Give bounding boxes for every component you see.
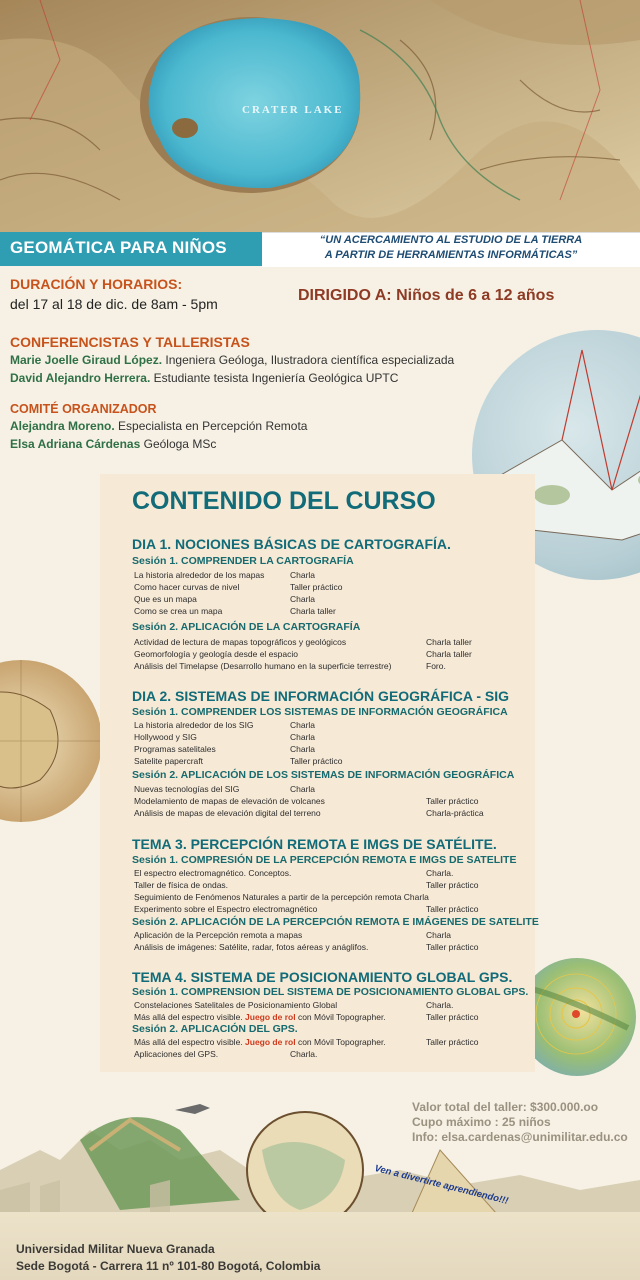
speaker-1 [10,353,454,367]
page-title: GEOMÁTICA PARA NIÑOS [10,238,227,257]
table-row [134,1037,479,1047]
row-type: Charla [426,930,452,940]
seismic-map-illustration [518,958,636,1076]
table-row [134,892,429,902]
day-2-session-2-title: Sesión 2. APLICACIÓN DE LOS SISTEMAS DE INFORMACIÓN GEOGRÁFICA [132,769,515,781]
row-topic: Seguimiento de Fenómenos Naturales a partir de la percepción remota Charla [134,892,429,902]
row-topic: El espectro electromagnético. Conceptos. [134,868,292,878]
university-address: Sede Bogotá - Carrera 11 nº 101-80 Bogotá, Colombia [16,1259,321,1273]
row-topic: Análisis de mapas de elevación digital del terreno [134,808,321,818]
row-type: Taller práctico [426,904,479,914]
table-row [134,904,479,914]
crater-lake-map [0,0,640,232]
row-type: Taller práctico [426,796,479,806]
row-topic: Como hacer curvas de nivel [134,582,240,592]
row-type: Charla [290,784,316,794]
map-title-label [242,104,344,116]
speaker-2 [10,371,398,385]
row-topic: Nuevas tecnologías del SIG [134,784,240,794]
table-row [134,637,472,647]
row-topic-c: con Móvil Topographer. [295,1037,386,1047]
speaker-1-desc: Ingeniera Geóloga, Ilustradora científica especializada [162,353,455,367]
table-row [134,942,479,952]
day-2-title: DIA 2. SISTEMAS DE INFORMACIÓN GEOGRÁFICA - SIG [132,688,509,704]
price-total: Valor total del taller: $300.000.oo [412,1100,599,1114]
table-row [134,649,472,659]
table-row [134,1049,318,1059]
row-topic-a: Más allá del espectro visible. [134,1037,246,1047]
topic-4-title: TEMA 4. SISTEMA DE POSICIONAMIENTO GLOBAL GPS. [132,969,513,985]
contact-email: Info: elsa.cardenas@unimilitar.edu.co [412,1130,628,1144]
row-type: Charla. [426,868,454,878]
row-topic: Que es un mapa [134,594,197,604]
committee-member-2-name: Elsa Adriana Cárdenas [10,437,141,451]
row-type: Charla-práctica [426,808,484,818]
row-topic-a: Más allá del espectro visible. [134,1012,246,1022]
day-1-session-1-title: Sesión 1. COMPRENDER LA CARTOGRAFÍA [132,555,354,567]
speaker-1-name: Marie Joelle Giraud López. [10,353,163,367]
table-row [134,930,452,940]
plane-icon [175,1104,210,1114]
table-row [134,1012,479,1022]
table-row [134,570,316,580]
row-topic: Análisis de imágenes: Satélite, radar, fotos aéreas y anáglifos. [134,942,369,952]
table-row [134,720,316,730]
row-topic: La historia alrededor de los SIG [134,720,254,730]
map-label: CRATER LAKE [242,104,344,116]
max-capacity: Cupo máximo : 25 niños [412,1115,551,1129]
committee-member-1 [10,419,307,433]
row-topic-highlight: Juego de rol [245,1012,296,1022]
row-type: Taller práctico [426,942,479,952]
old-map-drawing [0,660,102,822]
table-row [134,661,446,671]
university-name: Universidad Militar Nueva Granada [16,1242,215,1256]
row-topic-highlight: Juego de rol [245,1037,296,1047]
row-type: Taller práctico [426,1037,479,1047]
table-row [134,756,343,766]
row-topic: Taller de física de ondas. [134,880,229,890]
day-2-session-1-title: Sesión 1. COMPRENDER LOS SISTEMAS DE INFORMACIÓN GEOGRÁFICA [132,706,508,718]
committee-member-1-desc: Especialista en Percepción Remota [114,419,308,433]
row-type: Charla. [290,1049,318,1059]
row-topic: Programas satelitales [134,744,216,754]
row-type: Taller práctico [290,756,343,766]
row-type: Charla taller [426,649,472,659]
row-type: Charla [290,744,316,754]
row-type: Charla taller [426,637,472,647]
row-topic: Geomorfología y geología desde el espacio [134,649,298,659]
topic-3-session-2-title: Sesión 2. APLICACIÓN DE LA PERCEPCIÓN REMOTA E IMÁGENES DE SATELITE [132,916,539,928]
map-illustration [0,0,640,232]
row-topic: Análisis del Timelapse (Desarrollo humano en la superficie terrestre) [134,661,392,671]
committee-member-2-desc: Geóloga MSc [140,437,217,451]
committee-member-1-name: Alejandra Moreno. [10,419,115,433]
course-content-title: CONTENIDO DEL CURSO [132,487,436,515]
table-row [134,784,316,794]
row-topic: Hollywood y SIG [134,732,197,742]
row-type: Charla [290,594,316,604]
table-row [134,606,336,616]
subtitle-line-1: “UN ACERCAMIENTO AL ESTUDIO DE LA TIERRA [319,234,583,246]
target-audience: DIRIGIDO A: Niños de 6 a 12 años [298,287,555,304]
page-subtitle [262,233,640,263]
day-1-session-2-title: Sesión 2. APLICACIÓN DE LA CARTOGRAFÍA [132,621,361,633]
row-type: Charla taller [290,606,336,616]
row-topic-c: con Móvil Topographer. [295,1012,386,1022]
topic-4-session-1-title: Sesión 1. COMPRENSION DEL SISTEMA DE POSICIONAMIENTO GLOBAL GPS. [132,986,529,998]
table-row [134,582,343,592]
row-topic: Modelamiento de mapas de elevación de volcanes [134,796,325,806]
row-type: Foro. [426,661,446,671]
topic-3-session-1-title: Sesión 1. COMPRESIÓN DE LA PERCEPCIÓN REMOTA E IMGS DE SATELITE [132,854,517,866]
old-map-globe-illustration [0,660,102,822]
row-type: Charla [290,570,316,580]
row-topic: Actividad de lectura de mapas topográficos y geológicos [134,637,347,647]
committee-heading: COMITÉ ORGANIZADOR [10,402,157,416]
table-row [134,732,316,742]
table-row [134,1000,454,1010]
table-row [134,880,479,890]
table-row [134,594,316,604]
subtitle-line-2: A PARTIR DE HERRAMIENTAS INFORMÁTICAS” [324,249,578,261]
topic-4-session-2-title: Sesión 2. APLICACIÓN DEL GPS. [132,1023,298,1035]
row-topic: Aplicaciones del GPS. [134,1049,219,1059]
committee-member-2 [10,437,216,451]
speaker-2-desc: Estudiante tesista Ingeniería Geológica UPTC [150,371,399,385]
row-topic: Satelite papercraft [134,756,203,766]
speakers-heading: CONFERENCISTAS Y TALLERISTAS [10,334,250,350]
row-topic: Constelaciones Satelitales de Posicionamiento Global [134,1000,338,1010]
row-topic: Como se crea un mapa [134,606,223,616]
row-type: Taller práctico [290,582,343,592]
row-type: Taller práctico [426,1012,479,1022]
row-type: Charla [290,732,316,742]
topic-3-title: TEMA 3. PERCEPCIÓN REMOTA E IMGS DE SATÉLITE. [132,836,497,852]
speaker-2-name: David Alejandro Herrera. [10,371,151,385]
row-type: Charla [290,720,316,730]
row-type: Charla. [426,1000,454,1010]
table-row [134,796,479,806]
duration-value: del 17 al 18 de dic. de 8am - 5pm [10,296,218,312]
row-topic: Experimento sobre el Espectro electromagnético [134,904,318,914]
seismic-map-drawing [518,958,636,1076]
price-info [412,1100,628,1145]
day-1-title: DIA 1. NOCIONES BÁSICAS DE CARTOGRAFÍA. [132,536,451,552]
slogan: Ven a divertirte aprendiendo!!! [373,1163,510,1207]
table-row [134,868,454,878]
row-topic: La historia alrededor de los mapas [134,570,265,580]
table-row [134,808,484,818]
row-type: Taller práctico [426,880,479,890]
row-topic: Aplicación de la Percepción remota a mapas [134,930,303,940]
table-row [134,744,316,754]
duration-heading: DURACIÓN Y HORARIOS: [10,276,183,292]
